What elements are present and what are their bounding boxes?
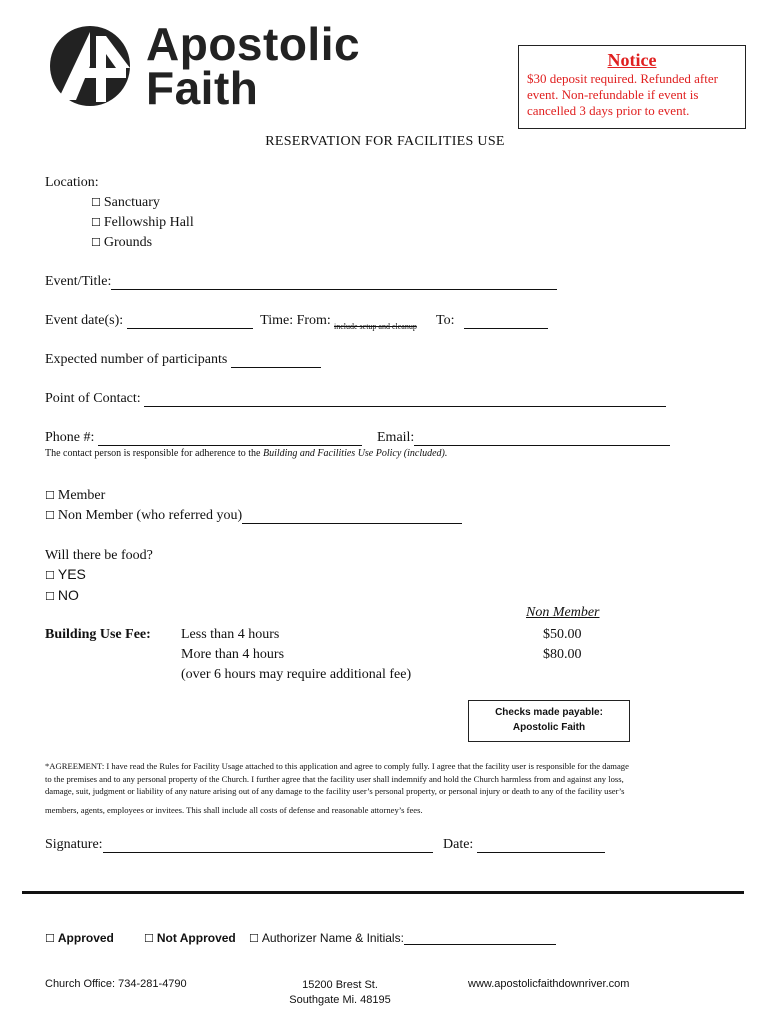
food-no-label: NO [57,587,79,603]
food-yes-label: YES [57,566,86,582]
authorizer-field[interactable] [404,932,556,945]
fee-note: (over 6 hours may require additional fee) [181,667,412,682]
checkbox-icon[interactable]: ☐ [45,569,55,582]
agreement-line: *AGREEMENT: I have read the Rules for Facility Usage attached to this application and agree to comply fully. I agree that the facility user is responsible for the damage [45,761,629,771]
checkbox-icon[interactable]: ☐ [45,509,55,522]
signature-field[interactable] [103,838,433,853]
option-label: Grounds [103,235,153,250]
checkbox-icon[interactable]: ☐ [91,236,101,249]
date-field[interactable] [477,838,605,853]
date-row [443,837,605,853]
fee-row-price: $80.00 [543,647,582,662]
form-title: RESERVATION FOR FACILITIES USE [265,134,505,149]
signature-label: Signature: [45,837,103,852]
checkbox-icon[interactable]: ☐ [45,932,55,945]
event-dates-field[interactable] [127,314,253,329]
notice-title: Notice [607,50,657,70]
signature-row [45,837,433,853]
approved-label: Approved [57,931,114,945]
contact-field[interactable] [144,392,666,407]
fee-row-desc: Less than 4 hours [181,627,280,642]
participants-row [45,352,321,368]
event-title-row [45,274,557,290]
time-to-field[interactable] [464,314,548,329]
agreement-line: members, agents, employees or invitees. This shall include all costs of defense and reasonable attorney’s fees. [45,804,423,815]
referred-by-field[interactable] [242,509,462,524]
agreement-line: to the premises and to any personal property of the Church. I further agree that the facility user shall indemnify and hold the Church harmless from and against any loss, [45,773,624,784]
event-title-label: Event/Title: [45,274,112,289]
location-label: Location: [45,175,99,190]
authorizer-label: Authorizer Name & Initials: [261,931,404,945]
email-label: Email: [377,430,415,445]
time-to-row [436,313,548,329]
fee-label: Building Use Fee: [45,627,151,642]
checks-payable-box [468,700,630,742]
approved-option[interactable] [45,931,114,945]
phone-field[interactable] [98,431,362,446]
contact-note-text: The contact person is responsible for adherence to the [45,448,263,459]
time-to-label: To: [436,313,455,328]
phone-label: Phone #: [45,430,95,445]
event-dates-label: Event date(s): [45,313,124,328]
footer-address-line2: Southgate Mi. 48195 [289,994,391,1006]
not-approved-option[interactable] [144,931,236,945]
not-approved-label: Not Approved [156,931,236,945]
footer-office: Church Office: 734-281-4790 [45,978,187,990]
email-row [377,430,670,446]
member-option[interactable] [45,488,105,504]
logo [46,18,406,114]
logo-line2: Faith [146,62,259,114]
checks-payable-line2: Apostolic Faith [512,722,586,733]
fee-row-price: $50.00 [543,627,582,642]
fee-row-desc: More than 4 hours [181,647,285,662]
option-label: Fellowship Hall [103,215,194,230]
phone-row [45,430,362,446]
logo-mark-icon [46,22,134,110]
option-label: Sanctuary [103,195,160,210]
participants-field[interactable] [231,353,321,368]
checkbox-icon[interactable]: ☐ [144,932,154,945]
policy-reference: Building and Facilities Use Policy (included). [262,448,448,459]
time-from-label: Time: From: [260,313,331,328]
footer-website[interactable]: www.apostolicfaithdownriver.com [468,978,630,990]
location-option-grounds[interactable] [91,235,152,251]
notice-body: $30 deposit required. Refunded after event. Non-refundable if event is cancelled 3 days prior to event. [527,71,718,118]
checkbox-icon[interactable]: ☐ [91,216,101,229]
footer-address [270,978,410,1008]
date-label: Date: [443,837,474,852]
fee-column-header: Non Member [526,605,600,620]
agreement-line: damage, suit, judgment or liability of any nature arising out of any damage to the facility user’s personal property, or personal injury or death to any of the facility user’s [45,786,625,796]
agreement-text [45,760,745,816]
email-field[interactable] [414,431,670,446]
participants-label: Expected number of participants [45,352,228,367]
checkbox-icon[interactable]: ☐ [249,932,259,945]
location-option-sanctuary[interactable] [91,195,160,211]
checkbox-icon[interactable]: ☐ [45,590,55,603]
time-note: include setup and cleanup [334,322,417,331]
divider [22,891,744,894]
event-dates-row [45,313,331,329]
contact-note [45,448,447,459]
event-title-field[interactable] [111,275,557,290]
non-member-label: Non Member (who referred you) [57,508,243,523]
checkbox-icon[interactable]: ☐ [91,196,101,209]
member-label: Member [57,488,106,503]
notice-box [518,45,746,129]
contact-row [45,391,666,407]
food-no-option[interactable] [45,587,79,603]
footer-address-line1: 15200 Brest St. [302,979,378,991]
location-option-fellowship-hall[interactable] [91,215,194,231]
checkbox-icon[interactable]: ☐ [45,489,55,502]
authorizer-row [249,931,556,945]
food-yes-option[interactable] [45,566,86,582]
non-member-option[interactable] [45,508,462,524]
logo-line1: Apostolic [146,18,361,70]
contact-label: Point of Contact: [45,391,141,406]
checks-payable-line1: Checks made payable: [495,707,603,718]
food-question: Will there be food? [45,548,153,563]
